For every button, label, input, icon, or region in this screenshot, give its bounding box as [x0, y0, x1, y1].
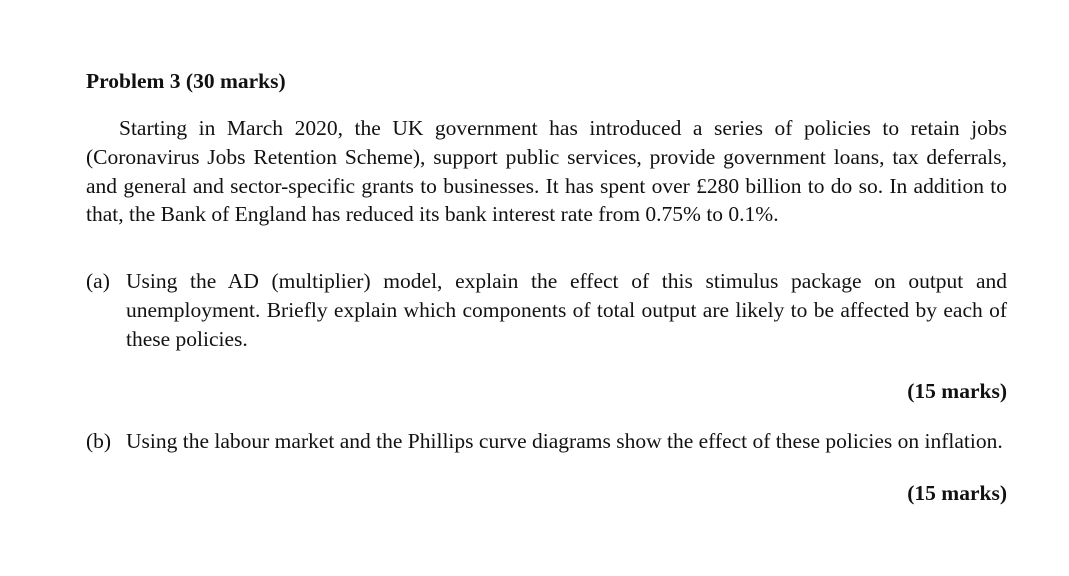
part-b	[86, 427, 1007, 508]
part-a-text: Using the AD (multiplier) model, explain the effect of this stimulus package on output and unemployment. Briefly explain which components of total output are likely to be affected by each of these policies.	[126, 269, 1007, 351]
problem-parts	[86, 267, 1007, 508]
problem-heading: Problem 3 (30 marks)	[86, 69, 286, 93]
part-a	[86, 267, 1007, 405]
problem-intro-paragraph: Starting in March 2020, the UK government has introduced a series of policies to retain jobs (Coronavirus Jobs Retention Scheme), support public services, provide government loans, tax deferrals, and general and sector-specific grants to businesses. It has spent over £280 billion to do so. In addition to that, the Bank of England has reduced its bank interest rate from 0.75% to 0.1%.	[86, 116, 1007, 227]
part-b-marks: (15 marks)	[907, 481, 1007, 506]
part-a-marks: (15 marks)	[907, 378, 1007, 403]
part-b-label: (b)	[86, 429, 112, 454]
part-b-text: Using the labour market and the Phillips curve diagrams show the effect of these policies on inflation.	[126, 429, 1003, 454]
part-a-label: (a)	[86, 269, 110, 294]
problem-document	[86, 66, 1007, 508]
